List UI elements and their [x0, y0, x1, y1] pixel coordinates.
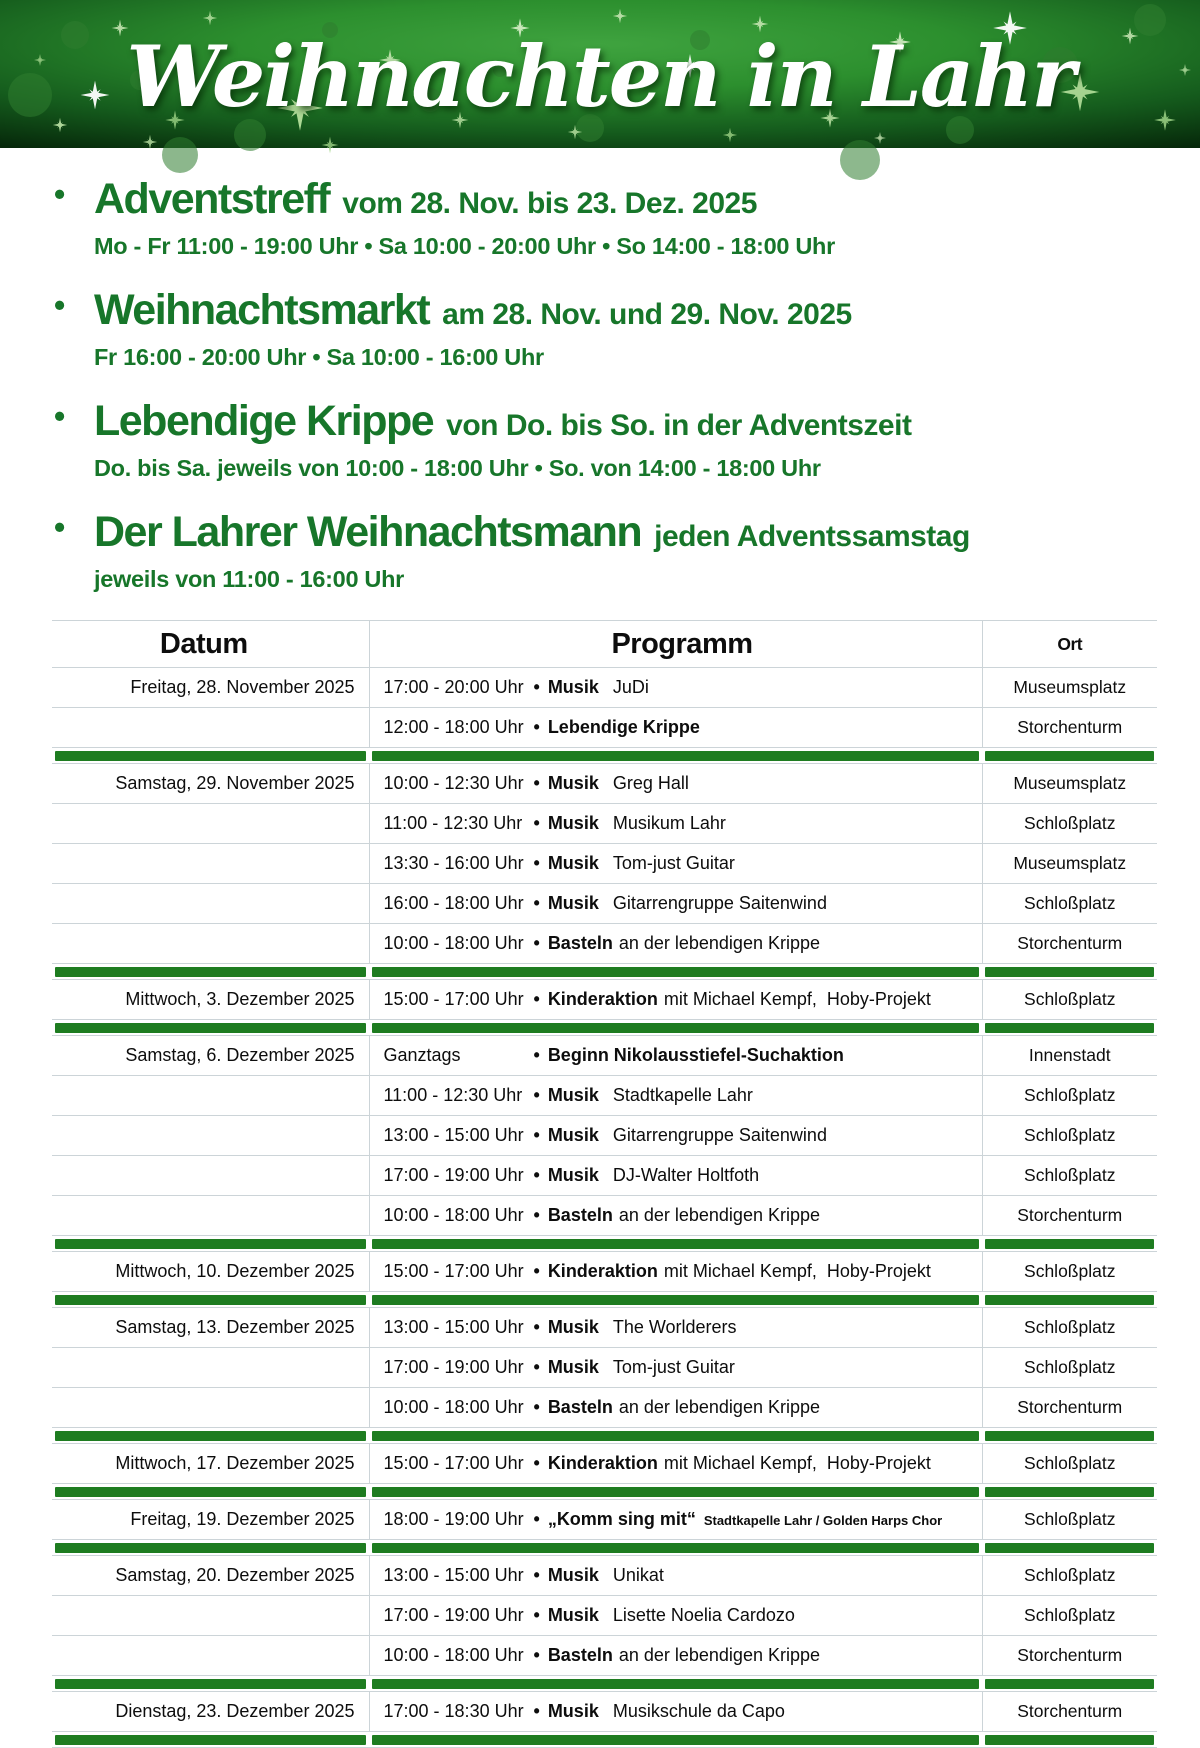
event-item: [54, 398, 1200, 482]
program-activity: Basteln: [547, 1397, 613, 1417]
program-cell: [369, 980, 982, 1020]
program-time: 13:00 - 15:00 Uhr: [383, 1125, 524, 1145]
separator-bar: [372, 1431, 979, 1441]
separator-bar: [55, 1239, 366, 1249]
program-time: 13:30 - 16:00 Uhr: [383, 853, 524, 873]
event-title-line: [94, 287, 1200, 343]
program-cell: [369, 1444, 982, 1484]
program-activity: Musik: [547, 1357, 599, 1377]
program-time: 15:00 - 17:00 Uhr: [383, 989, 524, 1009]
program-activity: Basteln: [547, 933, 613, 953]
program-detail: mit Michael Kempf, Hoby-Projekt: [663, 1453, 931, 1473]
schedule-row: [52, 1308, 1157, 1348]
separator-bar: [55, 967, 366, 977]
date-cell: [52, 884, 369, 924]
program-time: 17:00 - 20:00 Uhr: [383, 677, 524, 697]
bullet-icon: •: [533, 717, 540, 737]
bullet-icon: •: [54, 398, 66, 434]
program-detail: Lisette Noelia Cardozo: [612, 1605, 795, 1625]
location-cell: Schloßplatz: [982, 804, 1157, 844]
location-cell: Storchenturm: [982, 1196, 1157, 1236]
group-separator: [52, 1540, 1157, 1556]
event-title: Weihnachtsmarkt: [94, 286, 430, 334]
location-cell: Schloßplatz: [982, 1348, 1157, 1388]
separator-cell: [369, 1540, 982, 1556]
separator-cell: [52, 1428, 369, 1444]
bullet-icon: •: [533, 1261, 540, 1281]
program-cell: [369, 844, 982, 884]
separator-cell: [369, 1484, 982, 1500]
separator-bar: [55, 1679, 366, 1689]
column-header-programm: Programm: [369, 621, 982, 668]
date-cell: Freitag, 19. Dezember 2025: [52, 1500, 369, 1540]
program-detail: The Worlderers: [612, 1317, 737, 1337]
group-separator: [52, 1428, 1157, 1444]
program-cell: [369, 924, 982, 964]
program-cell: [369, 1196, 982, 1236]
schedule-row: [52, 1388, 1157, 1428]
separator-bar: [985, 1679, 1154, 1689]
date-cell: Freitag, 28. November 2025: [52, 668, 369, 708]
program-cell: [369, 1500, 982, 1540]
program-cell: [369, 804, 982, 844]
separator-bar: [372, 1023, 979, 1033]
program-cell: [369, 1036, 982, 1076]
program-time: 17:00 - 19:00 Uhr: [383, 1165, 524, 1185]
event-title-line: [94, 509, 1200, 565]
program-time: 11:00 - 12:30 Uhr: [383, 1085, 523, 1105]
location-cell: Museumsplatz: [982, 764, 1157, 804]
program-time: 17:00 - 19:00 Uhr: [383, 1357, 524, 1377]
bullet-icon: •: [533, 1605, 540, 1625]
group-separator: [52, 1732, 1157, 1748]
date-cell: Samstag, 13. Dezember 2025: [52, 1308, 369, 1348]
schedule-row: [52, 1348, 1157, 1388]
event-subtitle: vom 28. Nov. bis 23. Dez. 2025: [342, 187, 757, 220]
event-text: [94, 509, 1200, 593]
bullet-icon: •: [533, 1645, 540, 1665]
schedule-row: [52, 1636, 1157, 1676]
schedule-row: [52, 764, 1157, 804]
separator-cell: [982, 1020, 1157, 1036]
column-header-datum: Datum: [52, 621, 369, 668]
event-text: [94, 287, 1200, 371]
event-title-line: [94, 176, 1200, 232]
program-cell: [369, 1636, 982, 1676]
separator-bar: [372, 1735, 979, 1745]
bullet-icon: •: [533, 1317, 540, 1337]
location-cell: Storchenturm: [982, 708, 1157, 748]
program-detail: mit Michael Kempf, Hoby-Projekt: [663, 989, 931, 1009]
program-activity: Musik: [547, 1085, 599, 1105]
program-cell: [369, 708, 982, 748]
event-title-line: [94, 398, 1200, 454]
separator-bar: [372, 1487, 979, 1497]
program-detail: Tom-just Guitar: [612, 1357, 735, 1377]
separator-cell: [982, 1540, 1157, 1556]
program-cell: [369, 1556, 982, 1596]
schedule-row: [52, 1500, 1157, 1540]
schedule-row: [52, 708, 1157, 748]
schedule-row: [52, 804, 1157, 844]
location-cell: Museumsplatz: [982, 668, 1157, 708]
date-cell: [52, 1348, 369, 1388]
program-time: 10:00 - 18:00 Uhr: [383, 1397, 524, 1417]
separator-cell: [369, 1428, 982, 1444]
bullet-icon: •: [533, 1453, 540, 1473]
program-time: 13:00 - 15:00 Uhr: [383, 1565, 524, 1585]
page-title: Weihnachten in Lahr: [126, 26, 1074, 126]
separator-bar: [985, 1295, 1154, 1305]
program-activity: Beginn Nikolausstiefel-Suchaktion: [547, 1045, 844, 1065]
separator-cell: [369, 1020, 982, 1036]
schedule-row: [52, 884, 1157, 924]
header-banner: [0, 0, 1200, 148]
bullet-icon: •: [533, 773, 540, 793]
schedule-row: [52, 668, 1157, 708]
program-note: Stadtkapelle Lahr / Golden Harps Chor: [703, 1513, 943, 1528]
program-cell: [369, 1252, 982, 1292]
schedule-table: [52, 620, 1157, 1748]
location-cell: Schloßplatz: [982, 1116, 1157, 1156]
bullet-icon: •: [533, 893, 540, 913]
program-time: 10:00 - 18:00 Uhr: [383, 933, 524, 953]
location-cell: Schloßplatz: [982, 1500, 1157, 1540]
separator-cell: [982, 1236, 1157, 1252]
program-detail: Tom-just Guitar: [612, 853, 735, 873]
separator-cell: [982, 964, 1157, 980]
bullet-icon: •: [533, 989, 540, 1009]
schedule-row: [52, 1252, 1157, 1292]
program-activity: Kinderaktion: [547, 1261, 658, 1281]
separator-bar: [55, 751, 366, 761]
program-detail: DJ-Walter Holtfoth: [612, 1165, 760, 1185]
schedule-row: [52, 1596, 1157, 1636]
program-cell: [369, 1116, 982, 1156]
program-cell: [369, 1692, 982, 1732]
program-activity: Kinderaktion: [547, 1453, 658, 1473]
bullet-icon: •: [533, 813, 540, 833]
program-time: 16:00 - 18:00 Uhr: [383, 893, 524, 913]
separator-bar: [372, 1543, 979, 1553]
program-cell: [369, 1596, 982, 1636]
separator-bar: [985, 1431, 1154, 1441]
bullet-icon: •: [533, 1125, 540, 1145]
program-activity: Musik: [547, 1565, 599, 1585]
schedule-row: [52, 1196, 1157, 1236]
program-detail: an der lebendigen Krippe: [618, 1397, 820, 1417]
separator-bar: [372, 1239, 979, 1249]
event-times: Fr 16:00 - 20:00 Uhr • Sa 10:00 - 16:00 Uhr: [94, 344, 544, 370]
separator-cell: [52, 1540, 369, 1556]
date-cell: Mittwoch, 3. Dezember 2025: [52, 980, 369, 1020]
schedule-row: [52, 1076, 1157, 1116]
event-item: [54, 509, 1200, 593]
schedule-row: [52, 1156, 1157, 1196]
program-detail: Stadtkapelle Lahr: [612, 1085, 753, 1105]
program-activity: Lebendige Krippe: [547, 717, 700, 737]
group-separator: [52, 1020, 1157, 1036]
separator-cell: [369, 1236, 982, 1252]
program-time: 10:00 - 12:30 Uhr: [383, 773, 524, 793]
program-time: 10:00 - 18:00 Uhr: [383, 1205, 524, 1225]
separator-cell: [52, 964, 369, 980]
location-cell: Schloßplatz: [982, 980, 1157, 1020]
schedule-row: [52, 1116, 1157, 1156]
bullet-icon: •: [533, 853, 540, 873]
date-cell: [52, 1196, 369, 1236]
program-detail: Gitarrengruppe Saitenwind: [612, 893, 827, 913]
separator-bar: [985, 967, 1154, 977]
separator-bar: [55, 1487, 366, 1497]
program-time: 17:00 - 19:00 Uhr: [383, 1605, 524, 1625]
schedule-row: [52, 1444, 1157, 1484]
separator-bar: [372, 1295, 979, 1305]
program-activity: Musik: [547, 1165, 599, 1185]
column-header-ort: Ort: [982, 621, 1157, 668]
program-time: 17:00 - 18:30 Uhr: [383, 1701, 524, 1721]
event-item: [54, 287, 1200, 371]
program-activity: „Komm sing mit“: [547, 1509, 696, 1529]
separator-cell: [982, 748, 1157, 764]
separator-cell: [982, 1676, 1157, 1692]
bullet-icon: •: [533, 1085, 540, 1105]
program-detail: an der lebendigen Krippe: [618, 933, 820, 953]
separator-bar: [985, 1487, 1154, 1497]
bullet-icon: •: [533, 1045, 540, 1065]
program-activity: Musik: [547, 1605, 599, 1625]
separator-bar: [985, 1023, 1154, 1033]
program-activity: Musik: [547, 773, 599, 793]
location-cell: Storchenturm: [982, 1636, 1157, 1676]
program-activity: Kinderaktion: [547, 989, 658, 1009]
program-activity: Basteln: [547, 1205, 613, 1225]
event-item: [54, 176, 1200, 260]
separator-bar: [55, 1543, 366, 1553]
program-cell: [369, 1388, 982, 1428]
date-cell: [52, 844, 369, 884]
separator-cell: [982, 1428, 1157, 1444]
schedule-row: [52, 1556, 1157, 1596]
bullet-icon: •: [533, 1205, 540, 1225]
date-cell: [52, 1076, 369, 1116]
schedule-row: [52, 1036, 1157, 1076]
program-cell: [369, 1156, 982, 1196]
program-detail: Musikum Lahr: [612, 813, 726, 833]
event-title: Lebendige Krippe: [94, 397, 434, 445]
event-subtitle: von Do. bis So. in der Adventszeit: [446, 409, 912, 442]
program-detail: Musikschule da Capo: [612, 1701, 785, 1721]
event-text: [94, 398, 1200, 482]
event-times: Mo - Fr 11:00 - 19:00 Uhr • Sa 10:00 - 20:00 Uhr • So 14:00 - 18:00 Uhr: [94, 233, 835, 259]
date-cell: [52, 924, 369, 964]
program-cell: [369, 884, 982, 924]
date-cell: Mittwoch, 17. Dezember 2025: [52, 1444, 369, 1484]
group-separator: [52, 1236, 1157, 1252]
program-activity: Musik: [547, 1125, 599, 1145]
location-cell: Schloßplatz: [982, 1308, 1157, 1348]
program-detail: an der lebendigen Krippe: [618, 1205, 820, 1225]
separator-bar: [55, 1295, 366, 1305]
program-cell: [369, 668, 982, 708]
separator-cell: [52, 1236, 369, 1252]
bullet-icon: •: [533, 677, 540, 697]
separator-cell: [52, 1020, 369, 1036]
program-time: 18:00 - 19:00 Uhr: [383, 1509, 524, 1529]
location-cell: Schloßplatz: [982, 884, 1157, 924]
separator-cell: [982, 1484, 1157, 1500]
separator-cell: [52, 1484, 369, 1500]
separator-cell: [52, 1676, 369, 1692]
schedule-header-row: [52, 621, 1157, 668]
location-cell: Schloßplatz: [982, 1556, 1157, 1596]
date-cell: [52, 1636, 369, 1676]
event-times: jeweils von 11:00 - 16:00 Uhr: [94, 566, 405, 592]
program-detail: mit Michael Kempf, Hoby-Projekt: [663, 1261, 931, 1281]
program-cell: [369, 1348, 982, 1388]
event-title: Der Lahrer Weihnachtsmann: [94, 508, 642, 556]
date-cell: Mittwoch, 10. Dezember 2025: [52, 1252, 369, 1292]
date-cell: Samstag, 20. Dezember 2025: [52, 1556, 369, 1596]
bullet-icon: •: [533, 1509, 540, 1529]
program-activity: Musik: [547, 1701, 599, 1721]
program-time: 13:00 - 15:00 Uhr: [383, 1317, 524, 1337]
program-time: 11:00 - 12:30 Uhr: [383, 813, 523, 833]
separator-cell: [369, 964, 982, 980]
program-activity: Musik: [547, 813, 599, 833]
schedule-row: [52, 924, 1157, 964]
event-text: [94, 176, 1200, 260]
event-title: Adventstreff: [94, 175, 330, 223]
location-cell: Storchenturm: [982, 924, 1157, 964]
bullet-icon: •: [54, 509, 66, 545]
separator-cell: [52, 1292, 369, 1308]
separator-bar: [985, 1735, 1154, 1745]
separator-cell: [369, 748, 982, 764]
separator-bar: [985, 1543, 1154, 1553]
program-detail: Greg Hall: [612, 773, 689, 793]
bullet-icon: •: [533, 1397, 540, 1417]
location-cell: Innenstadt: [982, 1036, 1157, 1076]
separator-cell: [982, 1292, 1157, 1308]
bullet-icon: •: [533, 1565, 540, 1585]
date-cell: [52, 1156, 369, 1196]
schedule-row: [52, 844, 1157, 884]
program-detail: an der lebendigen Krippe: [618, 1645, 820, 1665]
date-cell: [52, 1116, 369, 1156]
program-time: 12:00 - 18:00 Uhr: [383, 717, 524, 737]
event-times: Do. bis Sa. jeweils von 10:00 - 18:00 Uhr • So. von 14:00 - 18:00 Uhr: [94, 455, 821, 481]
program-time: 15:00 - 17:00 Uhr: [383, 1261, 524, 1281]
separator-bar: [985, 1239, 1154, 1249]
program-activity: Musik: [547, 677, 599, 697]
separator-cell: [369, 1676, 982, 1692]
date-cell: [52, 804, 369, 844]
bullet-icon: •: [533, 1357, 540, 1377]
location-cell: Schloßplatz: [982, 1596, 1157, 1636]
separator-cell: [982, 1732, 1157, 1748]
separator-bar: [985, 751, 1154, 761]
date-cell: Samstag, 6. Dezember 2025: [52, 1036, 369, 1076]
location-cell: Schloßplatz: [982, 1156, 1157, 1196]
program-detail: JuDi: [612, 677, 649, 697]
location-cell: Storchenturm: [982, 1388, 1157, 1428]
program-time: 10:00 - 18:00 Uhr: [383, 1645, 524, 1665]
program-detail: Gitarrengruppe Saitenwind: [612, 1125, 827, 1145]
group-separator: [52, 748, 1157, 764]
separator-cell: [369, 1732, 982, 1748]
location-cell: Museumsplatz: [982, 844, 1157, 884]
location-cell: Storchenturm: [982, 1692, 1157, 1732]
separator-cell: [52, 1732, 369, 1748]
separator-bar: [55, 1431, 366, 1441]
date-cell: Dienstag, 23. Dezember 2025: [52, 1692, 369, 1732]
program-activity: Musik: [547, 1317, 599, 1337]
schedule-row: [52, 980, 1157, 1020]
program-detail: Unikat: [612, 1565, 664, 1585]
separator-cell: [369, 1292, 982, 1308]
date-cell: [52, 708, 369, 748]
separator-cell: [52, 748, 369, 764]
group-separator: [52, 1676, 1157, 1692]
event-highlights: [0, 148, 1200, 593]
separator-bar: [372, 967, 979, 977]
bullet-icon: •: [54, 176, 66, 212]
separator-bar: [372, 751, 979, 761]
separator-bar: [55, 1735, 366, 1745]
program-time: 15:00 - 17:00 Uhr: [383, 1453, 524, 1473]
group-separator: [52, 964, 1157, 980]
program-activity: Musik: [547, 853, 599, 873]
location-cell: Schloßplatz: [982, 1076, 1157, 1116]
program-activity: Musik: [547, 893, 599, 913]
bullet-icon: •: [54, 287, 66, 323]
program-cell: [369, 1308, 982, 1348]
bullet-icon: •: [533, 933, 540, 953]
program-time: Ganztags: [383, 1045, 461, 1065]
program-cell: [369, 1076, 982, 1116]
bullet-icon: •: [533, 1701, 540, 1721]
program-cell: [369, 764, 982, 804]
date-cell: [52, 1388, 369, 1428]
program-activity: Basteln: [547, 1645, 613, 1665]
group-separator: [52, 1484, 1157, 1500]
location-cell: Schloßplatz: [982, 1252, 1157, 1292]
event-subtitle: jeden Adventssamstag: [654, 520, 970, 553]
group-separator: [52, 1292, 1157, 1308]
location-cell: Schloßplatz: [982, 1444, 1157, 1484]
date-cell: [52, 1596, 369, 1636]
separator-bar: [55, 1023, 366, 1033]
schedule-row: [52, 1692, 1157, 1732]
separator-bar: [372, 1679, 979, 1689]
bullet-icon: •: [533, 1165, 540, 1185]
event-subtitle: am 28. Nov. und 29. Nov. 2025: [442, 298, 852, 331]
date-cell: Samstag, 29. November 2025: [52, 764, 369, 804]
